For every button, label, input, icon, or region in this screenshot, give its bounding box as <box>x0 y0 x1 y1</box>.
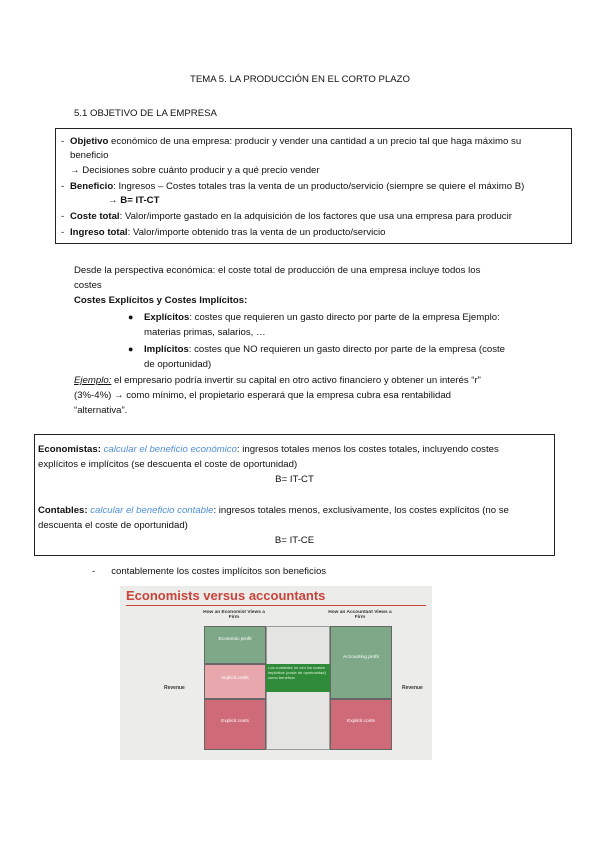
revenue-left-label: Revenue <box>164 685 185 691</box>
accountants-line-1: Contables: calcular el beneficio contable: ingresos totales menos, exclusivamente, los costes explícitos (no se <box>38 505 509 516</box>
economists-line-1: Economistas: calcular el beneficio económico: ingresos totales menos los costes totales, incluyendo costes <box>38 444 499 455</box>
accountant-heading: How an Accountant Views a Firm <box>328 610 392 620</box>
perspective-line-1: Desde la perspectiva económica: el coste total de producción de una empresa incluye todos los <box>74 265 481 276</box>
objetivo-line: - Objetivo económico de una empresa: producir y vender una cantidad a un precio tal que haga máximo su <box>61 136 522 147</box>
explicit-costs-right-block: Explicit costs <box>330 699 392 750</box>
objetivo-term: Objetivo <box>70 136 109 147</box>
coste-term: Coste total <box>70 211 120 222</box>
revenue-right-label: Revenue <box>402 685 423 691</box>
objetivo-line-2: beneficio <box>70 150 109 161</box>
economist-heading: How an Economist Views a Firm <box>203 610 265 620</box>
figure-title: Economists versus accountants <box>126 588 326 603</box>
economists-vs-accountants-figure <box>120 586 432 760</box>
accountants-line-2: descuenta el coste de oportunidad) <box>38 520 188 531</box>
implicit-bullet: ● Implícitos: costes que NO requieren un gasto directo por parte de la empresa (coste de oportunidad) <box>128 344 506 370</box>
implicit-costs-block: Implicit costs <box>204 664 266 699</box>
explicit-bullet: ● Explícitos: costes que requieren un gasto directo por parte de la empresa Ejemplo: materias primas, salarios, … <box>128 312 500 338</box>
economists-formula: B= IT-CT <box>275 474 314 485</box>
explicit-costs-left-block: Explicit costs <box>204 699 266 750</box>
title-underline <box>126 605 426 606</box>
decisiones-line: → Decisiones sobre cuánto producir y a qué precio vender <box>70 165 320 176</box>
beneficio-formula: → B= IT-CT <box>108 195 160 206</box>
example-line-2: (3%-4%) → como mínimo, el propietario esperará que la empresa cubra esa rentabilidad <box>74 390 452 401</box>
accounting-profit-block: Accounting profit <box>330 626 392 699</box>
perspective-line-2: costes <box>74 280 102 291</box>
bullet-icon: ● <box>128 312 134 322</box>
coste-line: - Coste total: Valor/importe gastado en la adquisición de los factores que usa una empresa para producir <box>61 211 512 222</box>
economic-profit-block: Economic profit <box>204 626 266 664</box>
beneficio-term: Beneficio <box>70 181 114 192</box>
economists-line-2: explícitos e implícitos (se descuenta el coste de oportunidad) <box>38 459 298 470</box>
bullet-icon: ● <box>128 344 134 354</box>
ingreso-term: Ingreso total <box>70 227 128 238</box>
definitions-box <box>55 128 572 244</box>
costs-heading: Costes Explícitos y Costes Implícitos: <box>74 295 248 306</box>
accountants-formula: B= IT-CE <box>274 535 315 546</box>
economists-box <box>34 434 555 556</box>
page-title: TEMA 5. LA PRODUCCIÓN EN EL CORTO PLAZO <box>190 74 410 85</box>
section-title: 5.1 OBJETIVO DE LA EMPRESA <box>74 108 217 119</box>
green-annotation: Los contables no ven los costes implícitos (coste de oportunidad) como beneficio <box>266 664 330 692</box>
beneficio-line: - Beneficio: Ingresos – Costes totales tras la venta de un producto/servicio (siempre se quiere el máximo B) <box>61 181 525 192</box>
ingreso-line: - Ingreso total: Valor/importe obtenido tras la venta de un producto/servicio <box>61 227 386 238</box>
example-line-1: Ejemplo: el empresario podría invertir su capital en otro activo financiero y obtener un interés “r” <box>74 375 481 386</box>
example-line-3: “alternativa”. <box>74 405 128 416</box>
note-line: - contablemente los costes implícitos son beneficios <box>92 566 327 577</box>
